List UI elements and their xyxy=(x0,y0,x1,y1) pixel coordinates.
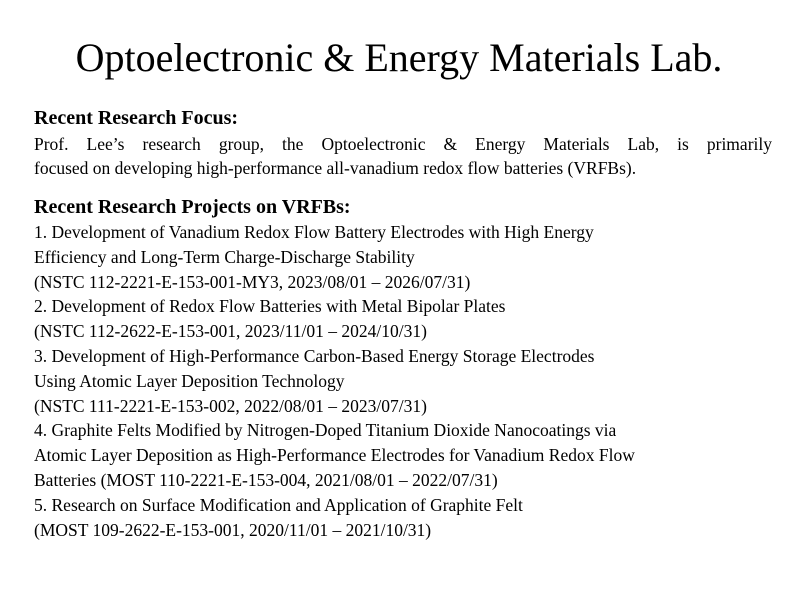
project-line: 3. Development of High-Performance Carbon-Based Energy Storage Electrodes xyxy=(34,345,595,366)
project-line: Atomic Layer Deposition as High-Performance Electrodes for Vanadium Redox Flow xyxy=(34,445,635,466)
project-line: 2. Development of Redox Flow Batteries with Metal Bipolar Plates xyxy=(34,296,506,317)
project-line: 4. Graphite Felts Modified by Nitrogen-Doped Titanium Dioxide Nanocoatings via xyxy=(34,420,617,441)
focus-line: Prof. Lee’s research group, the Optoelectronic & Energy Materials Lab, is primarily xyxy=(34,134,772,154)
project-line: 1. Development of Vanadium Redox Flow Battery Electrodes with High Energy xyxy=(34,222,594,242)
projects-heading: Recent Research Projects on VRFBs: xyxy=(34,196,351,218)
slide-title: Optoelectronic & Energy Materials Lab. xyxy=(75,35,723,80)
project-line: (NSTC 111-2221-E-153-002, 2022/08/01 – 2023/07/31) xyxy=(34,395,427,416)
project-line: (NSTC 112-2221-E-153-001-MY3, 2023/08/01 – 2026/07/31) xyxy=(34,271,471,292)
focus-line: focused on developing high-performance all-vanadium redox flow batteries (VRFBs). xyxy=(34,158,637,178)
project-line: 5. Research on Surface Modification and Application of Graphite Felt xyxy=(34,494,523,515)
project-line: Batteries (MOST 110-2221-E-153-004, 2021/08/01 – 2022/07/31) xyxy=(34,469,498,490)
project-line: Using Atomic Layer Deposition Technology xyxy=(34,370,345,391)
project-line: (MOST 109-2622-E-153-001, 2020/11/01 – 2021/10/31) xyxy=(34,519,432,540)
project-line: Efficiency and Long-Term Charge-Discharge Stability xyxy=(34,246,415,267)
focus-heading: Recent Research Focus: xyxy=(34,107,239,129)
focus-paragraph xyxy=(34,132,772,180)
projects-list xyxy=(34,220,774,542)
project-line: (NSTC 112-2622-E-153-001, 2023/11/01 – 2024/10/31) xyxy=(34,321,427,342)
